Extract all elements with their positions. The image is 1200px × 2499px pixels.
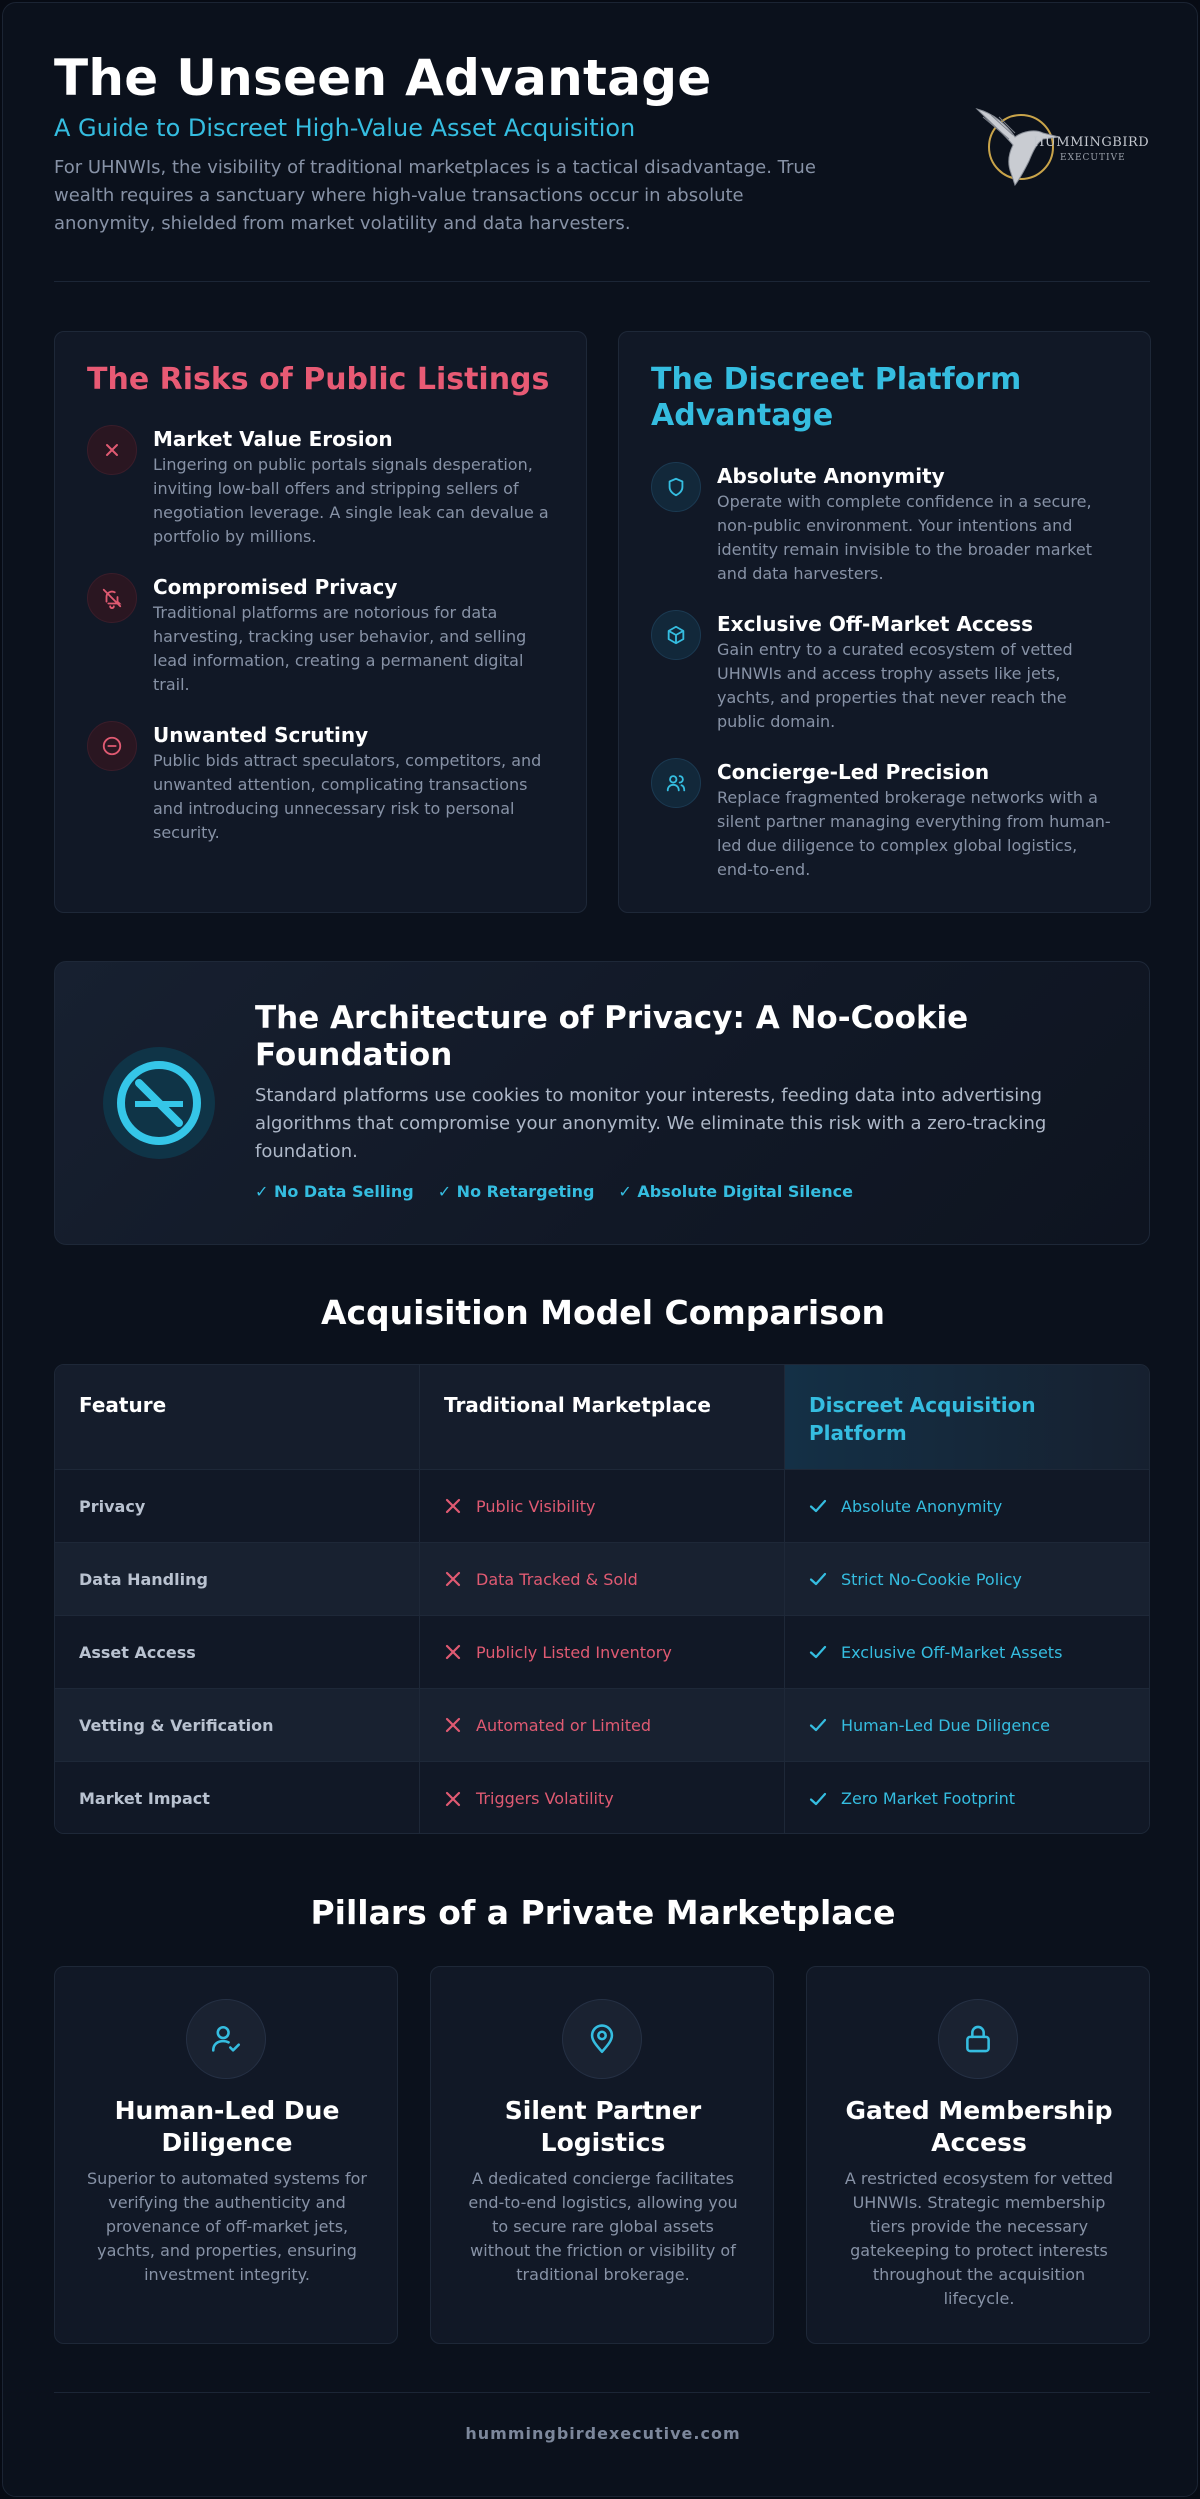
check-icon: [809, 1643, 827, 1661]
pillar-card: [54, 1966, 398, 2344]
footer-domain[interactable]: hummingbirdexecutive.com: [465, 2424, 741, 2443]
header: [54, 48, 834, 238]
risk-item-title: Market Value Erosion: [153, 427, 393, 451]
privacy-body: Standard platforms use cookies to monitor your interests, feeding data into advertising algorithms that compromise your anonymity. We eliminate this risk with a zero-tracking foundation.: [255, 1085, 1047, 1162]
pillar-card: [430, 1966, 774, 2344]
map-pin-icon: [562, 1999, 642, 2079]
x-icon: [87, 425, 137, 475]
privacy-chip: ✓ Absolute Digital Silence: [618, 1182, 853, 1201]
table-row: [55, 1469, 1150, 1542]
advantages-title: The Discreet Platform Advantage: [651, 362, 1022, 433]
page-title: The Unseen Advantage: [54, 49, 712, 107]
lock-icon: [938, 1999, 1018, 2079]
privacy-section: [54, 961, 1150, 1245]
table-header-cell: Traditional Marketplace: [420, 1365, 785, 1469]
advantages-card: [618, 331, 1151, 913]
shield-icon: [651, 462, 701, 512]
no-cookie-icon: [103, 1047, 215, 1159]
pillar-body: A dedicated concierge facilitates end-to-end logistics, allowing you to secure rare global assets without the friction or visibility of traditional brokerage.: [468, 2169, 738, 2284]
privacy-chips: [255, 1182, 853, 1201]
check-icon: [809, 1716, 827, 1734]
table-cell-discreet: Strict No-Cookie Policy: [841, 1569, 1022, 1589]
x-icon: [444, 1570, 462, 1588]
advantage-item: [651, 758, 1121, 898]
risk-item: [87, 573, 557, 713]
table-cell-feature: Privacy: [79, 1496, 146, 1516]
table-cell-traditional: Data Tracked & Sold: [476, 1569, 638, 1589]
table-cell-feature: Asset Access: [79, 1642, 196, 1662]
table-cell-traditional: Triggers Volatility: [476, 1789, 614, 1808]
comparison-table: [54, 1364, 1150, 1834]
minus-circle-icon: [87, 721, 137, 771]
check-icon: [809, 1497, 827, 1515]
x-icon: [444, 1716, 462, 1734]
advantage-item-title: Absolute Anonymity: [717, 464, 945, 488]
risk-item-title: Compromised Privacy: [153, 575, 398, 599]
pillar-body: Superior to automated systems for verifying the authenticity and provenance of off-market jets, yachts, and properties, ensuring investment integrity.: [87, 2169, 367, 2284]
table-cell-discreet: Zero Market Footprint: [841, 1789, 1016, 1808]
risks-title: The Risks of Public Listings: [87, 362, 550, 397]
table-cell-feature: Vetting & Verification: [79, 1715, 274, 1735]
table-cell-discreet: Human-Led Due Diligence: [841, 1715, 1051, 1735]
pillar-title: Human-Led Due Diligence: [114, 2096, 340, 2157]
table-header-row: [55, 1365, 1150, 1469]
users-icon: [651, 758, 701, 808]
pillar-title: Silent Partner Logistics: [504, 2096, 702, 2157]
check-icon: [809, 1570, 827, 1588]
bell-off-icon: [87, 573, 137, 623]
logo-name: HUMMINGBIRD: [1033, 135, 1150, 150]
box-icon: [651, 610, 701, 660]
advantage-item: [651, 610, 1121, 750]
advantage-item-body: Operate with complete confidence in a secure, non-public environment. Your intentions and identity remain invisible to the broader market and data harvesters.: [717, 492, 1092, 583]
table-row: [55, 1542, 1150, 1615]
privacy-title: The Architecture of Privacy: A No-Cookie Foundation: [255, 1000, 969, 1073]
risks-card: [54, 331, 587, 913]
privacy-chip: ✓ No Retargeting: [437, 1182, 595, 1201]
risk-item: [87, 425, 557, 565]
pillars-title: Pillars of a Private Marketplace: [310, 1893, 896, 1932]
risk-item: [87, 721, 557, 861]
table-row: [55, 1761, 1150, 1834]
x-icon: [444, 1497, 462, 1515]
x-icon: [444, 1643, 462, 1661]
table-cell-feature: Data Handling: [79, 1569, 208, 1589]
risk-item-title: Unwanted Scrutiny: [153, 723, 369, 747]
advantage-item-title: Exclusive Off-Market Access: [717, 612, 1034, 636]
comparison-title: Acquisition Model Comparison: [320, 1293, 886, 1332]
table-header-cell: Discreet Acquisition Platform: [785, 1365, 1150, 1469]
check-icon: [809, 1790, 827, 1808]
page: [2, 2, 1198, 2497]
table-cell-traditional: Automated or Limited: [476, 1715, 652, 1735]
privacy-chip: ✓ No Data Selling: [255, 1182, 414, 1201]
footer-divider: [54, 2392, 1150, 2393]
logo: [963, 103, 1153, 189]
table-cell-feature: Market Impact: [79, 1789, 210, 1808]
table-cell-traditional: Publicly Listed Inventory: [476, 1642, 672, 1662]
table-cell-discreet: Exclusive Off-Market Assets: [841, 1642, 1063, 1662]
header-divider: [54, 281, 1150, 282]
risk-item-body: Lingering on public portals signals desperation, inviting low-ball offers and stripping sellers of negotiation leverage. A single leak can devalue a portfolio by millions.: [153, 455, 549, 546]
x-icon: [444, 1790, 462, 1808]
intro-text: For UHNWIs, the visibility of traditional marketplaces is a tactical disadvantage. True wealth requires a sanctuary where high-value transactions occur in absolute anonymity, shielded from market volatility and data harvesters.: [54, 157, 816, 234]
advantage-item-body: Gain entry to a curated ecosystem of vetted UHNWIs and access trophy assets like jets, yachts, and properties that never reach the public domain.: [717, 640, 1073, 731]
risk-item-body: Public bids attract speculators, competitors, and unwanted attention, complicating transactions and introducing unnecessary risk to personal security.: [153, 751, 542, 842]
table-header-cell: Feature: [55, 1365, 420, 1469]
advantage-item-body: Replace fragmented brokerage networks with a silent partner managing everything from human-led due diligence to complex global logistics, end-to-end.: [717, 788, 1111, 879]
logo-tagline: EXECUTIVE: [1060, 153, 1126, 163]
advantage-item: [651, 462, 1121, 602]
table-cell-discreet: Absolute Anonymity: [841, 1496, 1003, 1516]
page-subtitle: A Guide to Discreet High-Value Asset Acquisition: [54, 114, 636, 142]
advantage-item-title: Concierge-Led Precision: [717, 760, 990, 784]
risk-item-body: Traditional platforms are notorious for data harvesting, tracking user behavior, and selling lead information, creating a permanent digital trail.: [153, 603, 527, 694]
pillar-body: A restricted ecosystem for vetted UHNWIs. Strategic membership tiers provide the necessary gatekeeping to protect interests throughout the acquisition lifecycle.: [844, 2169, 1114, 2308]
table-row: [55, 1688, 1150, 1761]
user-check-icon: [186, 1999, 266, 2079]
pillar-card: [806, 1966, 1150, 2344]
pillar-title: Gated Membership Access: [845, 2096, 1113, 2157]
table-row: [55, 1615, 1150, 1688]
table-cell-traditional: Public Visibility: [476, 1496, 596, 1516]
